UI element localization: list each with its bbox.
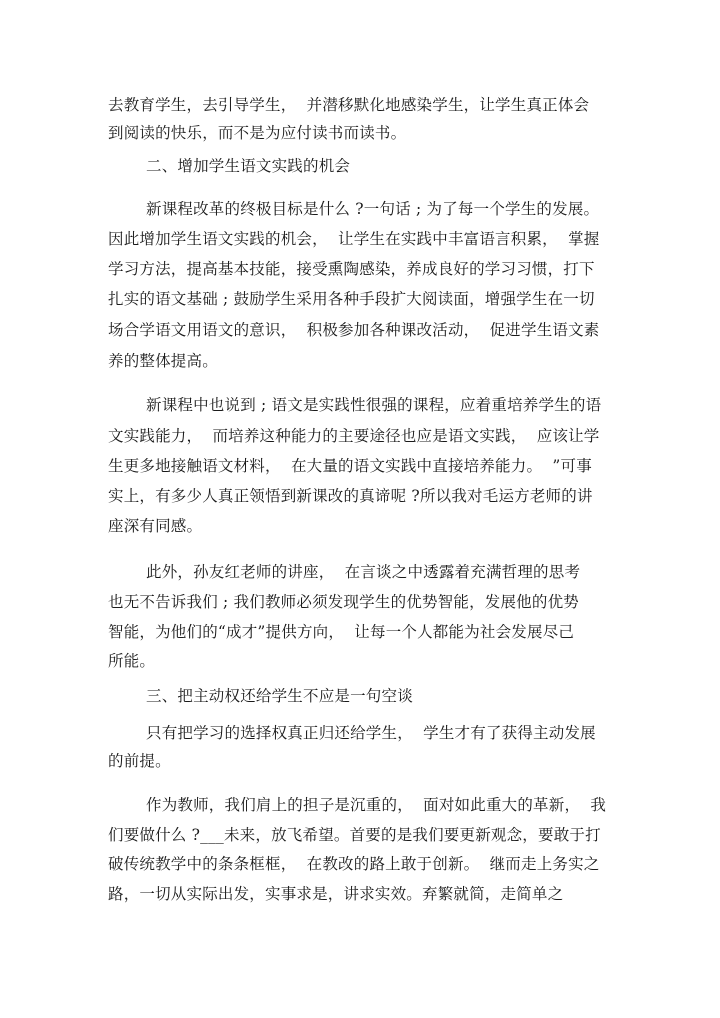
text-line: 文实践能力， 而培养这种能力的主要途径也应是语文实践， 应该让学 [108,427,600,445]
section-heading: 三、把主动权还给学生不应是一句空谈 [146,687,413,705]
text-line: 此外，孙友红老师的讲座， 在言谈之中透露着充满哲理的思考 [146,563,581,581]
text-line: 学习方法，提高基本技能，接受熏陶感染，养成良好的学习习惯，打下 [108,260,595,278]
text-line: 养的整体提高。 [108,352,218,370]
text-line: 作为教师，我们肩上的担子是沉重的， 面对如此重大的革新， 我 [146,796,607,814]
text-line: 扎实的语文基础 ; 鼓励学生采用各种手段扩大阅读面，增强学生在一切 [108,290,595,308]
section-heading: 二、增加学生语文实践的机会 [146,157,351,175]
text-line: 到阅读的快乐，而不是为应付读书而读书。 [108,124,407,142]
text-line: 们要做什么 ?___未来，放飞希望。首要的是我们要更新观念，要敢于打 [108,826,601,844]
text-line: 也无不告诉我们 ; 我们教师必须发现学生的优势智能，发展他的优势 [108,593,579,611]
text-line: 生更多地接触语文材料， 在大量的语文实践中直接培养能力。 ”可事 [108,457,592,475]
text-line: 路，一切从实际出发，实事求是，讲求实效。弃繁就简，走简单之 [108,885,564,903]
text-line: 新课程改革的终极目标是什么 ?一句话 ; 为了每一个学生的发展。 [146,200,600,218]
text-line: 实上，有多少人真正领悟到新课改的真谛呢 ?所以我对毛运方老师的讲 [108,487,593,505]
text-line: 座深有同感。 [108,517,203,535]
text-line: 智能，为他们的“成才”提供方向， 让每一个人都能为社会发展尽己 [108,623,575,641]
text-line: 新课程中也说到 ; 语文是实践性很强的课程，应着重培养学生的语 [146,396,602,414]
text-line: 去教育学生，去引导学生， 并潜移默化地感染学生，让学生真正体会 [108,96,590,114]
text-line: 破传统教学中的条条框框， 在教改的路上敢于创新。 继而走上务实之 [108,855,600,873]
text-line: 只有把学习的选择权真正归还给学生， 学生才有了获得主动发展 [146,724,596,742]
text-line: 场合学语文用语文的意识， 积极参加各种课改活动， 促进学生语文素 [108,321,600,339]
text-line: 的前提。 [108,752,171,770]
text-line: 所能。 [108,652,156,670]
text-line: 因此增加学生语文实践的机会， 让学生在实践中丰富语言积累， 掌握 [108,230,600,248]
